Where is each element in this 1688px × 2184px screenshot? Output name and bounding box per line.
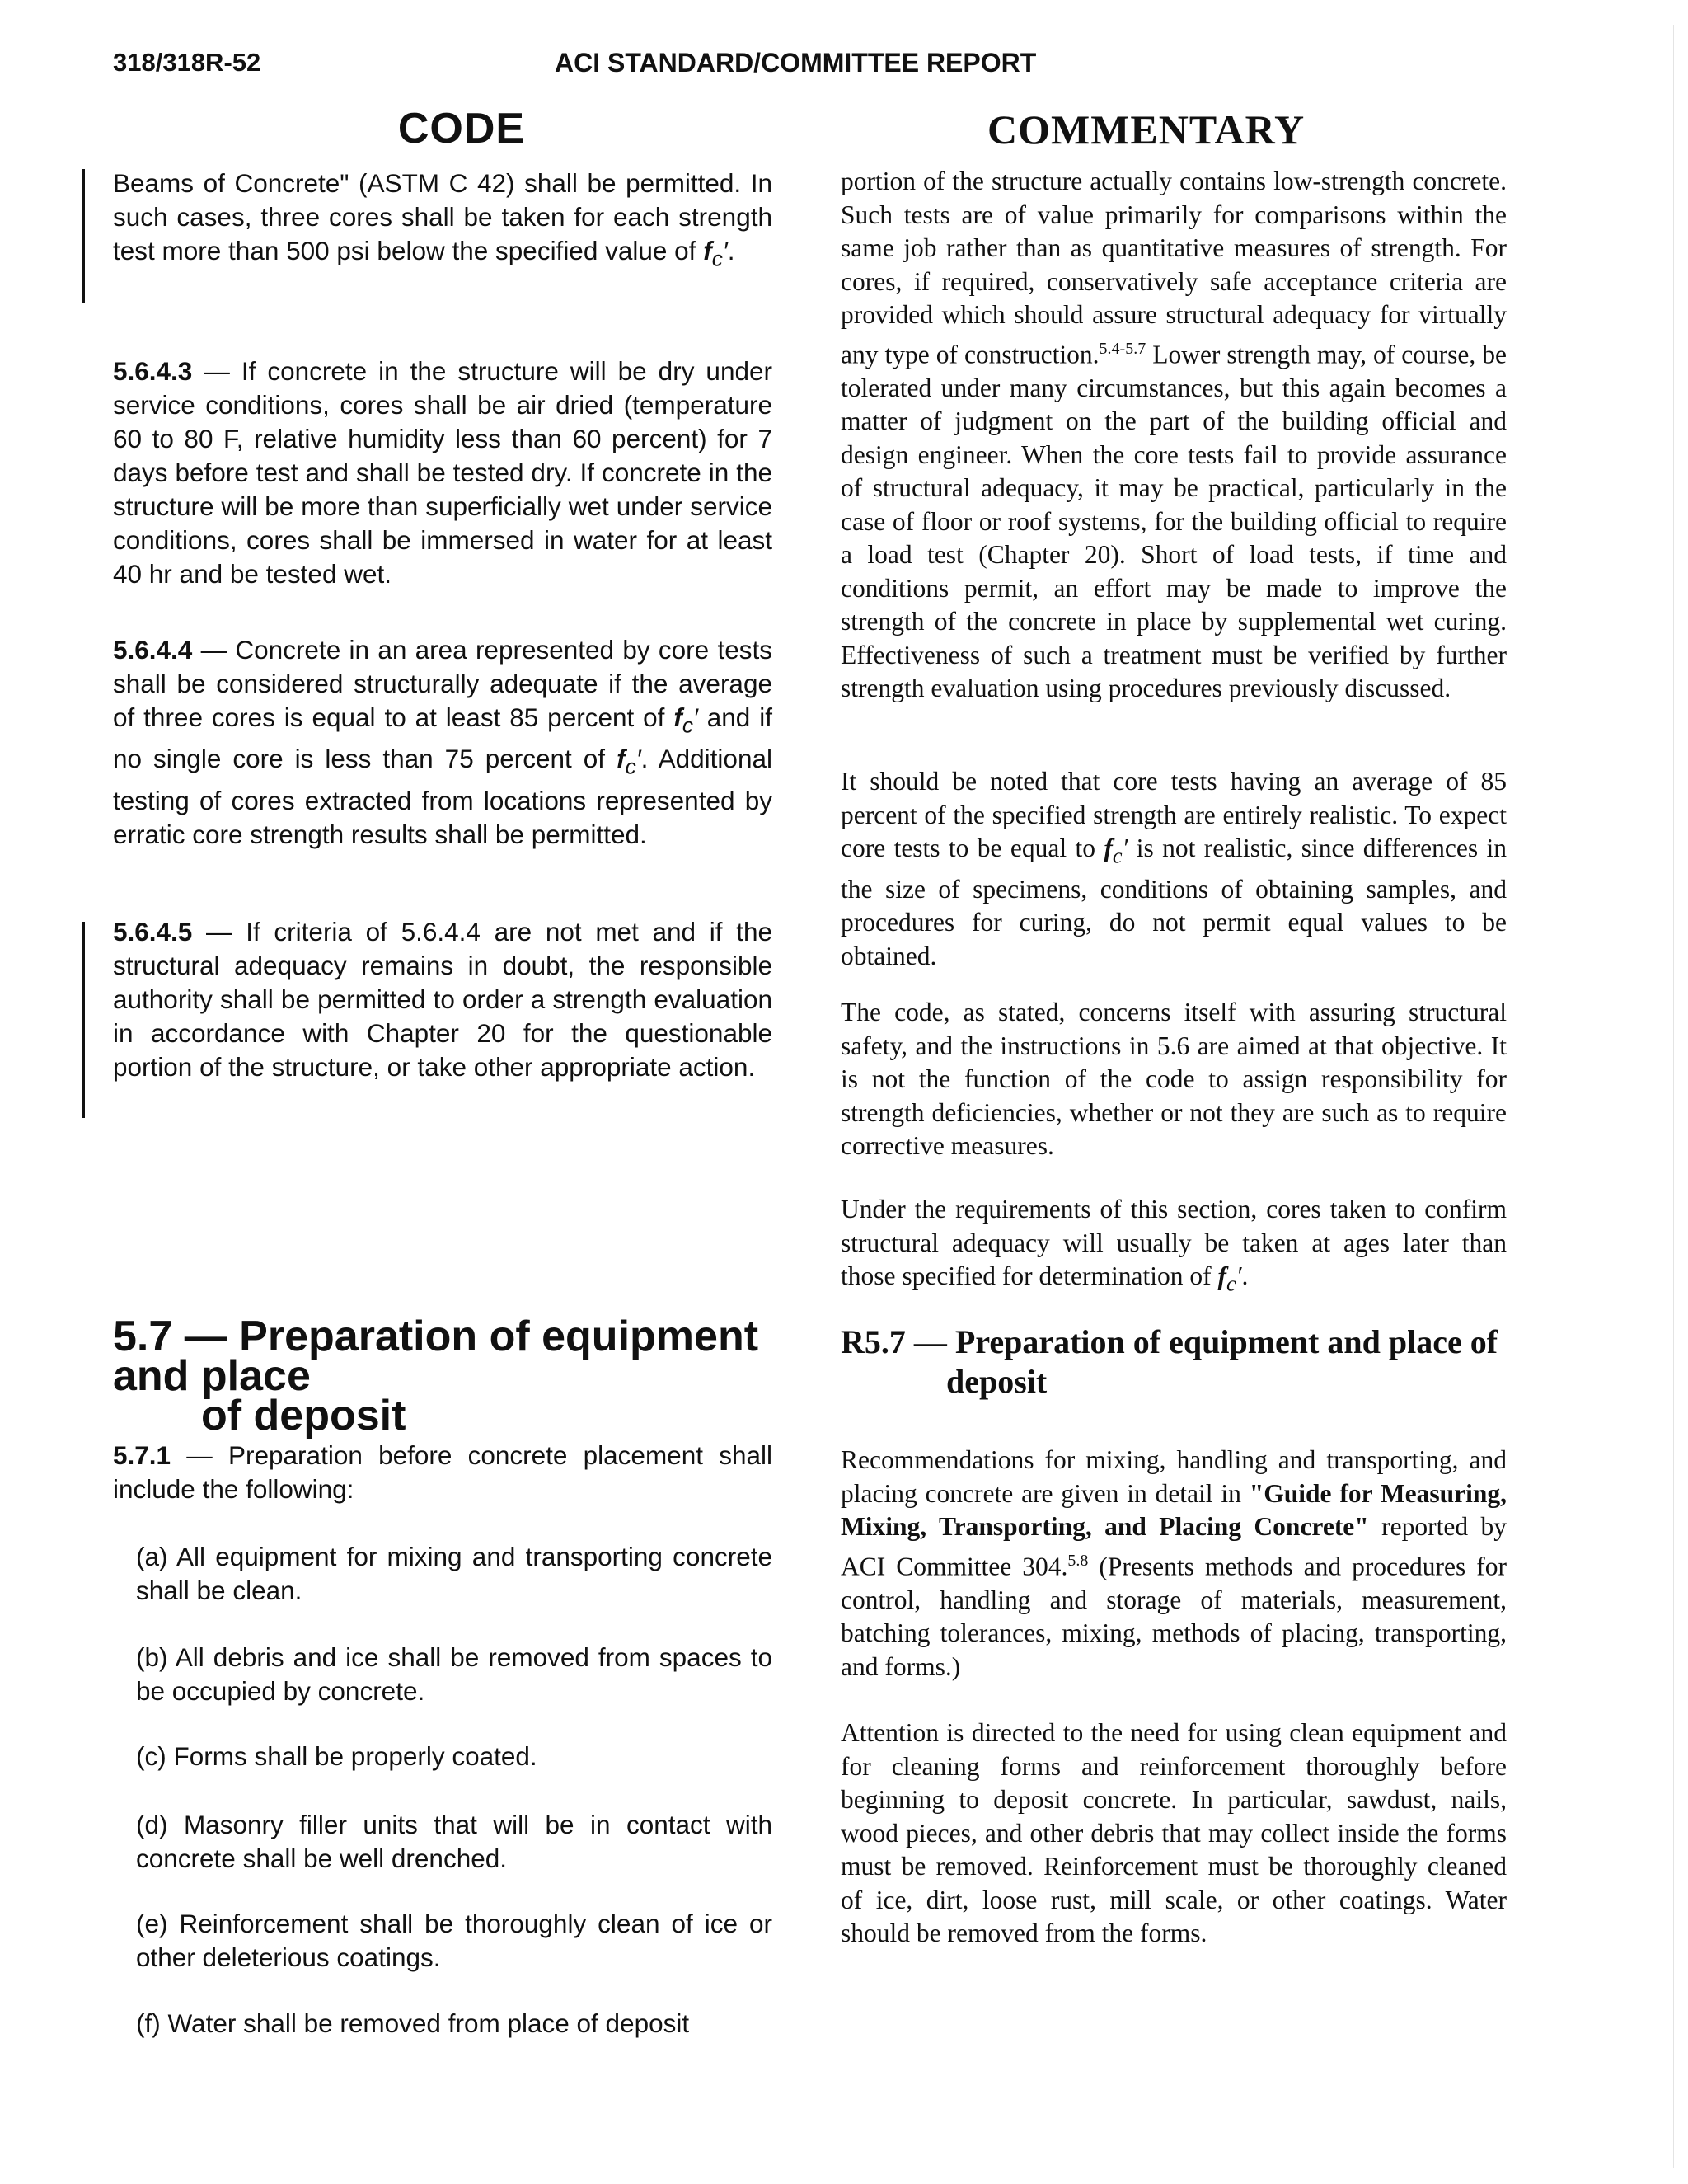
code-paragraph: Beams of Concrete" (ASTM C 42) shall be permitted. In such cases, three cores shall be taken for each strength test more than 500 psi below the specified value of $f_c'$. <box>113 168 772 271</box>
change-bar <box>82 169 85 303</box>
commentary-paragraph: Recommendations for mixing, handling and transporting, and placing concrete are given in detail in "Guide for Measuring, Mixing, Transporting, and Placing Concrete" reported by ACI Committee 304.$^{5.8}$ (Presents methods and procedures for control, handling and storage of materials, measurement, batching tolerances, mixing, methods of placing, transporting, and forms.) <box>841 1445 1507 1681</box>
commentary-paragraph: It should be noted that core tests having an average of 85 percent of the specified strength are entirely realistic. To expect core tests to be equal to $f_c'$ is not realistic, since differences in the size of specimens, conditions of obtaining samples, and procedures for curing, do not permit equal values to be obtained. <box>841 767 1507 970</box>
change-bar <box>82 922 85 1118</box>
commentary-paragraph: portion of the structure actually contains low-strength concrete. Such tests are of value primarily for comparisons within the same job rather than as quantitative measures of strength. For cores, if required, conservatively safe acceptance criteria are provided which should assure structural adequacy for virtually any type of construction.$^{5.4-5.7}$ Lower strength may, of course, be tolerated under many circumstances, but this again becomes a matter of judgment on the part of the building official and design engineer. When the core tests fail to provide assurance of structural adequacy, it may be practical, particularly in the case of floor or roof systems, for the building official to require a load test (Chapter 20). Short of load tests, if time and conditions permit, an effort may be made to improve the strength of the concrete in place by supplemental wet curing. Effectiveness of such a treatment must be verified by further strength evaluation using procedures previously discussed. <box>841 167 1507 702</box>
code-section-5-6-4-3: 5.6.4.3 — If concrete in the structure will be dry under service conditions, cores shall be air dried (temperature 60 to 80 F, relative humidity less than 60 percent) for 7 days before test and shall be tested dry. If concrete in the structure will be more than superficially wet under service conditions, cores shall be immersed in water for at least 40 hr and be tested wet. <box>113 356 772 589</box>
page-edge-line <box>1673 25 1674 2168</box>
commentary-section-r5-7-title: R5.7 — Preparation of equipment and place of deposit <box>841 1323 1498 1400</box>
code-column-heading: CODE <box>397 105 526 153</box>
commentary-column-heading: COMMENTARY <box>987 106 1306 153</box>
code-section-5-7-1: 5.7.1 — Preparation before concrete placement shall include the following: <box>113 1440 772 1504</box>
running-head-title: ACI STANDARD/COMMITTEE REPORT <box>555 48 1037 77</box>
commentary-paragraph: Attention is directed to the need for using clean equipment and for cleaning forms and reinforcement thoroughly before beginning to deposit concrete. In particular, sawdust, nails, wood pieces, and other debris that may collect inside the forms must be removed. Reinforcement must be thoroughly cleaned of ice, dirt, loose rust, mill scale, or other coatings. Water should be removed from the forms. <box>841 1718 1507 1947</box>
code-section-5-6-4-4: 5.6.4.4 — Concrete in an area represented by core tests shall be considered structurally adequate if the average of three cores is equal to at least 85 percent of $f_c'$ and if no single core is less than 75 percent of $f_c'$. Additional testing of cores extracted from locations represented by erratic core strength results shall be permitted. <box>113 635 772 849</box>
code-section-5-6-4-5: 5.6.4.5 — If criteria of 5.6.4.4 are not met and if the structural adequacy remains in doubt, the responsible authority shall be permitted to order a strength evaluation in accordance with Chapter 20 for the questionable portion of the structure, or take other appropriate action. <box>113 917 772 1082</box>
code-section-5-7-title: 5.7 — Preparation of equipment and place of deposit <box>113 1313 759 1440</box>
code-list-item-d: (d) Masonry filler units that will be in contact with concrete shall be well drenched. <box>136 1810 772 1873</box>
code-list-item-a: (a) All equipment for mixing and transporting concrete shall be clean. <box>136 1542 772 1605</box>
commentary-paragraph: Under the requirements of this section, cores taken to confirm structural adequacy will usually be taken at ages later than those specified for determination of $f_c'$. <box>841 1195 1507 1296</box>
code-list-item-c: (c) Forms shall be properly coated. <box>136 1741 537 1771</box>
commentary-paragraph: The code, as stated, concerns itself with assuring structural safety, and the instructions in 5.6 are aimed at that objective. It is not the function of the code to assign responsibility for strength deficiencies, whether or not they are such as to require corrective measures. <box>841 998 1507 1160</box>
code-list-item-e: (e) Reinforcement shall be thoroughly clean of ice or other deleterious coatings. <box>136 1909 772 1972</box>
code-list-item-b: (b) All debris and ice shall be removed from spaces to be occupied by concrete. <box>136 1642 772 1706</box>
page-number-label: 318/318R-52 <box>113 48 261 77</box>
code-list-item-f: (f) Water shall be removed from place of deposit <box>136 2008 690 2038</box>
